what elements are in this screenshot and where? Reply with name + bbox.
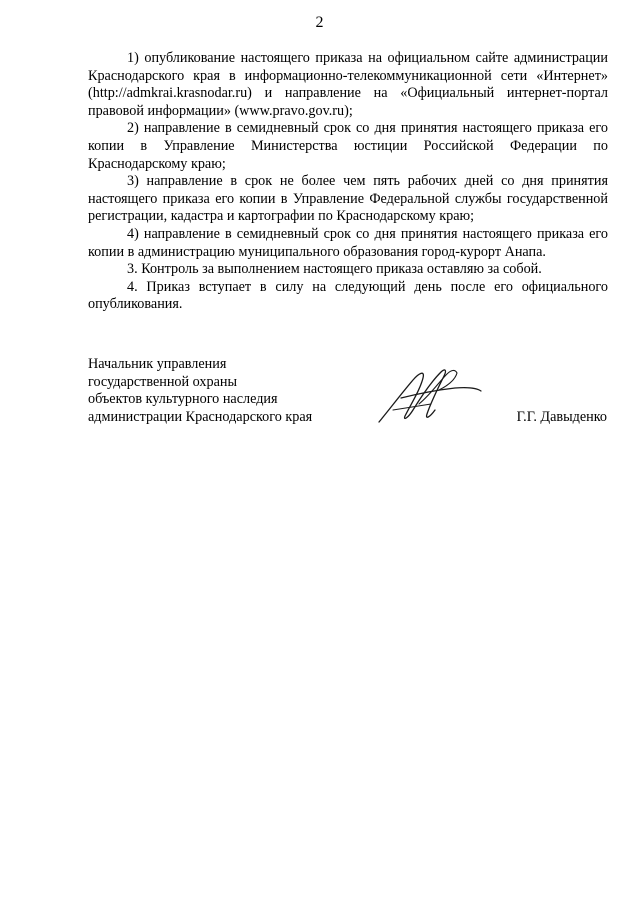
paragraph-control: 3. Контроль за выполнением настоящего приказа оставляю за собой. (127, 261, 542, 278)
signer-name: Г.Г. Давыденко (516, 409, 607, 425)
handwritten-signature (375, 364, 485, 426)
signer-position-line: администрации Краснодарского края (88, 408, 313, 425)
paragraph-municipality: 4) направление в семидневный срок со дня принятия настоящего приказа его копии в администрацию муниципального образования город-курорт Анапа. (88, 225, 608, 260)
signer-position-line: объектов культурного наследия (88, 391, 278, 408)
signer-position-line: государственной охраны (88, 373, 238, 390)
paragraph-federal-service: 3) направление в срок не более чем пять рабочих дней со дня принятия настоящего приказа его копии в Управление Федеральной службы государственной регистрации, кадастра и картографии по Краснодарскому краю; (88, 173, 608, 225)
paragraph-publication: 1) опубликование настоящего приказа на официальном сайте администрации Краснодарского края в информационно-телекоммуникационной сети «Интернет» (http://admkrai.krasnodar.ru) и направление на «Официальный интернет-портал правовой информации» (www.pravo.gov.ru); (88, 50, 608, 119)
page-number: 2 (315, 14, 324, 31)
signer-position-line: Начальник управления (88, 356, 227, 372)
paragraph-ministry-justice: 2) направление в семидневный срок со дня принятия настоящего приказа его копии в Управление Министерства юстиции Российской Федерации по Краснодарскому краю; (88, 120, 608, 172)
signer-position (88, 356, 312, 426)
document-body (88, 50, 608, 314)
paragraph-effective-date: 4. Приказ вступает в силу на следующий день после его официального опубликования. (88, 278, 608, 313)
